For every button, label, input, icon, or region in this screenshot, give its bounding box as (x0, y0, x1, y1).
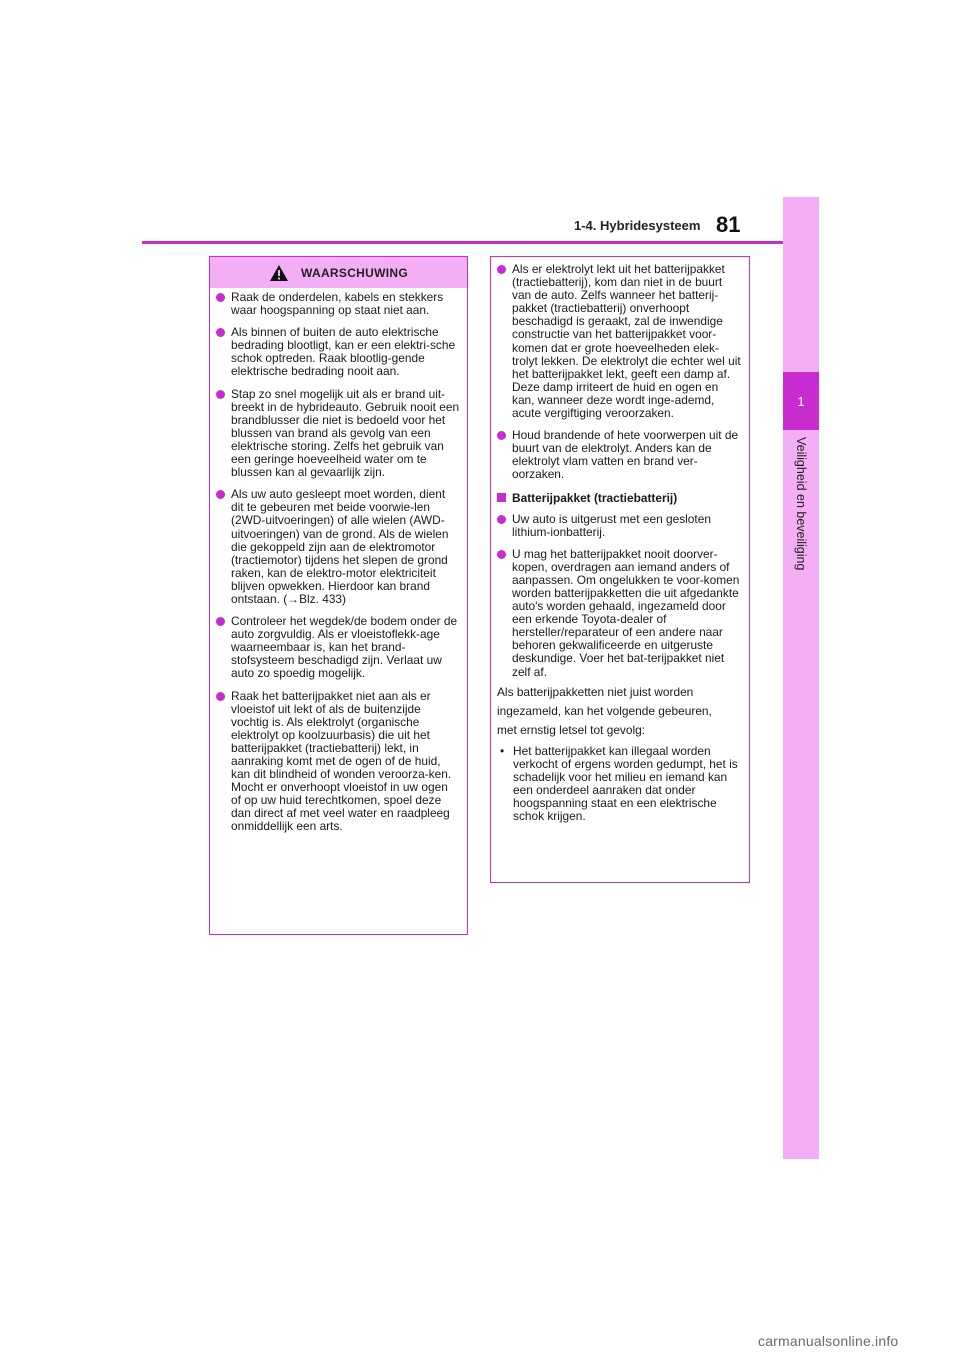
section-title: 1-4. Hybridesysteem (574, 218, 701, 233)
chapter-side-tab (783, 197, 819, 1159)
bullet-dot-icon (497, 550, 506, 559)
warning-header (210, 257, 467, 288)
warning-item: Uw auto is uitgerust met een gesloten lithium-ionbatterij. (497, 513, 743, 539)
page-number: 81 (716, 212, 741, 237)
warning-item: Raak het batterijpakket niet aan als er vloeistof uit lekt of als de buitenzijde vochtig is. Als elektrolyt (organische elektrolyt op koolzuurbasis) die uit het batterijpakket (tractiebatterij) lekt, in aanraking komt met de ogen of de huid, kan dit blindheid of wonden veroorza-ken. Mocht er onverhoopt vloeistof in uw ogen of op uw huid terechtkomen, spoel deze dan direct af met veel water en raadpleeg onmiddellijk een arts. (216, 690, 461, 834)
battery-subheading: Batterijpakket (tractiebatterij) (497, 491, 743, 505)
square-bullet-icon (497, 493, 506, 502)
bullet-dot-icon (497, 431, 506, 440)
warning-body (210, 288, 467, 834)
bullet-dot-icon (216, 390, 225, 399)
header-divider (142, 241, 783, 244)
chapter-number: 1 (797, 393, 805, 409)
small-bullet-icon: • (500, 743, 505, 758)
warning-item: U mag het batterijpakket nooit doorver-kopen, overdragen aan iemand anders of aanpassen. Om ongelukken te voor-komen worden batterijpakketten die uit afgedankte auto's worden gehaald, ingezameld door een erkende Toyota-dealer of hersteller/reparateur of een andere naar behoren gekwalificeerde en uitgeruste deskundige. Voer het bat-terijpakket niet zelf af. (497, 548, 743, 679)
warning-item: Als uw auto gesleept moet worden, dient dit te gebeuren met beide voorwie-len (2WD-uitvoeringen) of alle wielen (AWD-uitvoeringen) van de grond. Als de wielen die gekoppeld zijn aan de elektromotor (tractiemotor) tijdens het slepen de grond raken, kan de elektro-motor elektriciteit blijven opwekken. Hierdoor kan brand ontstaan. (→Blz. 433) (216, 488, 461, 606)
bullet-dot-icon (216, 328, 225, 337)
paragraph-line: met ernstig letsel tot gevolg: (497, 722, 646, 737)
small-bullet-item: • Het batterijpakket kan illegaal worden verkocht of ergens worden gedumpt, het is schadelijk voor het milieu en iemand kan een onderdeel aanraken dat onder hoogspanning staat en een elektrische schok krijgen. (497, 745, 743, 824)
bullet-dot-icon (216, 692, 225, 701)
paragraph-line: ingezameld, kan het volgende gebeuren, (497, 703, 712, 718)
footer-watermark: carmanualsonline.info (758, 1333, 899, 1349)
warning-item: Controleer het wegdek/de bodem onder de auto zorgvuldig. Als er vloeistoflekk-age waarneembaar is, kan het brand-stofsysteem beschadigd zijn. Verlaat uw auto zo spoedig mogelijk. (216, 615, 461, 680)
bullet-dot-icon (497, 515, 506, 524)
warning-box (209, 256, 468, 935)
bullet-dot-icon (216, 490, 225, 499)
warning-item: Houd brandende of hete voorwerpen uit de buurt van de elektrolyt. Anders kan de elektrolyt vlam vatten en brand ver-oorzaken. (497, 429, 743, 481)
chapter-number-box (783, 372, 819, 430)
bullet-dot-icon (497, 265, 506, 274)
warning-item: Raak de onderdelen, kabels en stekkers waar hoogspanning op staat niet aan. (216, 291, 461, 317)
warning-triangle-icon (269, 264, 289, 282)
chapter-title: Veiligheid en beveiliging (794, 437, 808, 571)
warning-item: Als er elektrolyt lekt uit het batterijpakket (tractiebatterij), kom dan niet in de buurt van de auto. Zelfs wanneer het batterij-pakket (tractiebatterij) onverhoopt beschadigd is geraakt, zal de inwendige constructie van het batterijpakket voor-komen dat er grote hoeveelheden elek-trolyt lekken. De elektrolyt die echter wel uit het batterijpakket lekt, geeft een damp af. Deze damp irriteert de huid en ogen en kan, wanneer deze wordt inge-ademd, acute vergiftiging veroorzaken. (497, 263, 743, 420)
warning-item: Als binnen of buiten de auto elektrische bedrading blootligt, kan er een elektri-sche schok optreden. Raak blootlig-gende elektrische bedrading nooit aan. (216, 326, 461, 378)
bullet-dot-icon (216, 617, 225, 626)
paragraph-line: Als batterijpakketten niet juist worden (497, 684, 694, 699)
bullet-dot-icon (216, 293, 225, 302)
warning-title: WAARSCHUWING (301, 265, 408, 280)
warning-item: Stap zo snel mogelijk uit als er brand uit-breekt in de hybrideauto. Gebruik nooit een brandblusser die niet is bedoeld voor het blussen van brand als gevolg van een elektrische storing. Zelfs het gebruik van een geringe hoeveelheid water om te blussen kan al gevaarlijk zijn. (216, 388, 461, 480)
continued-warning-box (490, 256, 750, 883)
